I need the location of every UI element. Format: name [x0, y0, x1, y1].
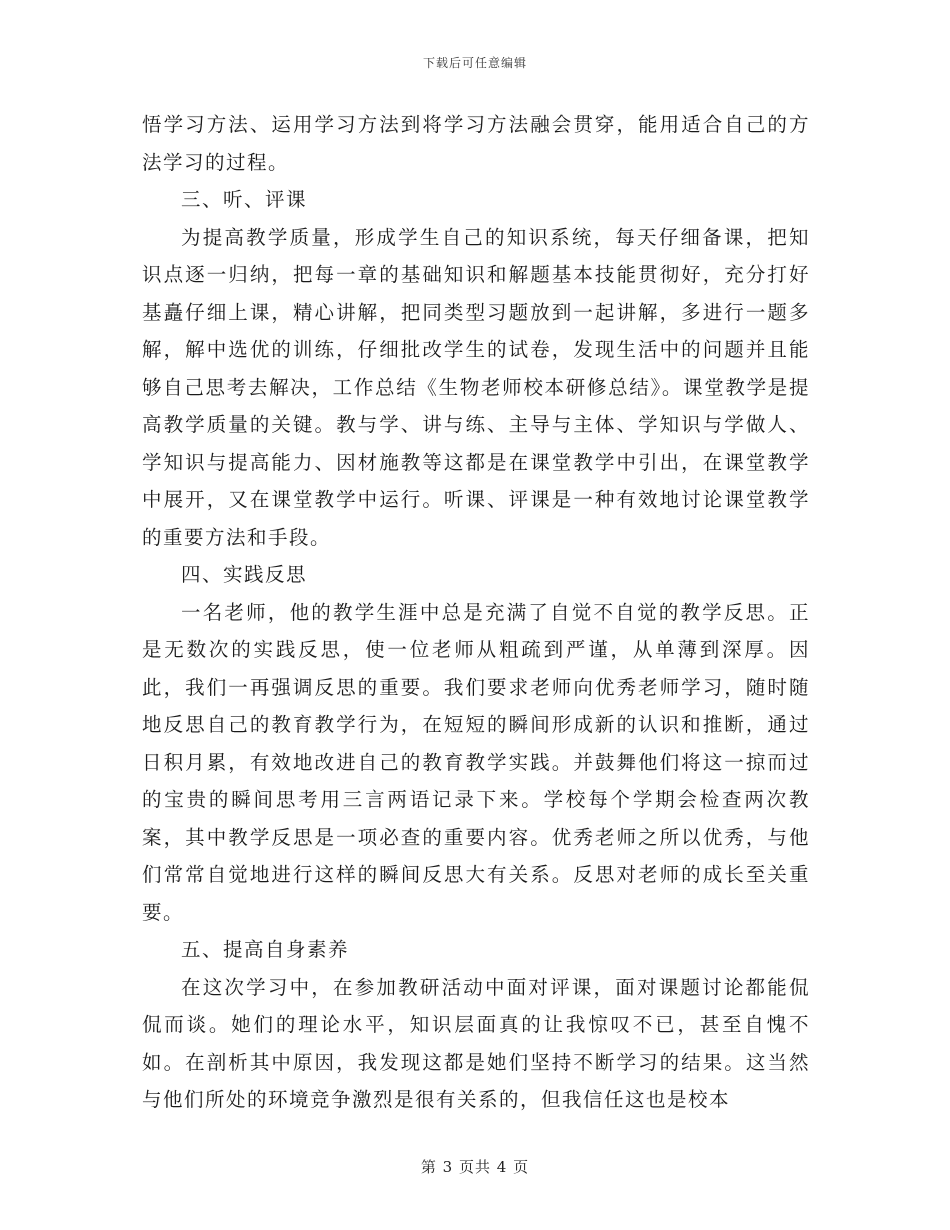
section-heading-practice-reflection: 四、实践反思 [181, 563, 308, 586]
paragraph-reflection: 一名老师，他的教学生涯中总是充满了自觉不自觉的教学反思。正是无数次的实践反思，使一位老师从粗疏到严谨，从单薄到深厚。因此，我们一再强调反思的重要。我们要求老师向优秀老师学习，随时随地反思自己的教育教学行为，在短短的瞬间形成新的认识和推断，通过日积月累，有效地改进自己的教育教学实践。并鼓舞他们将这一掠而过的宝贵的瞬间思考用三言两语记录下来。学校每个学期会检查两次教案，其中教学反思是一项必查的重要内容。优秀老师之所以优秀，与他们常常自觉地进行这样的瞬间反思大有关系。反思对老师的成长至关重要。 [142, 600, 810, 924]
paragraph-continuation: 悟学习方法、运用学习方法到将学习方法融会贯穿，能用适合自己的方法学习的过程。 [142, 113, 810, 174]
section-heading-listen-evaluate: 三、听、评课 [181, 188, 308, 211]
document-body [142, 106, 810, 1119]
page-number: 第 3 页共 4 页 [420, 1158, 530, 1176]
section-heading-self-improvement: 五、提高自身素养 [181, 938, 350, 961]
page-header: 下载后可任意编辑 [422, 56, 527, 70]
paragraph-teaching-quality: 为提高教学质量，形成学生自己的知识系统，每天仔细备课，把知识点逐一归纳，把每一章的基础知识和解题基本技能贯彻好，充分打好基矗仔细上课，精心讲解，把同类型习题放到一起讲解，多进行一题多解，解中选优的训练，仔细批改学生的试卷，发现生活中的问题并且能够自己思考去解决，工作总结《生物老师校本研修总结》。课堂教学是提高教学质量的关键。教与学、讲与练、主导与主体、学知识与学做人、学知识与提高能力、因材施教等这都是在课堂教学中引出，在课堂教学中展开，又在课堂教学中运行。听课、评课是一种有效地讨论课堂教学的重要方法和手段。 [142, 225, 810, 549]
paragraph-self-improvement: 在这次学习中，在参加教研活动中面对评课，面对课题讨论都能侃侃而谈。她们的理论水平，知识层面真的让我惊叹不已，甚至自愧不如。在剖析其中原因，我发现这都是她们坚持不断学习的结果。这当然与他们所处的环境竞争激烈是很有关系的，但我信任这也是校本 [142, 975, 810, 1111]
